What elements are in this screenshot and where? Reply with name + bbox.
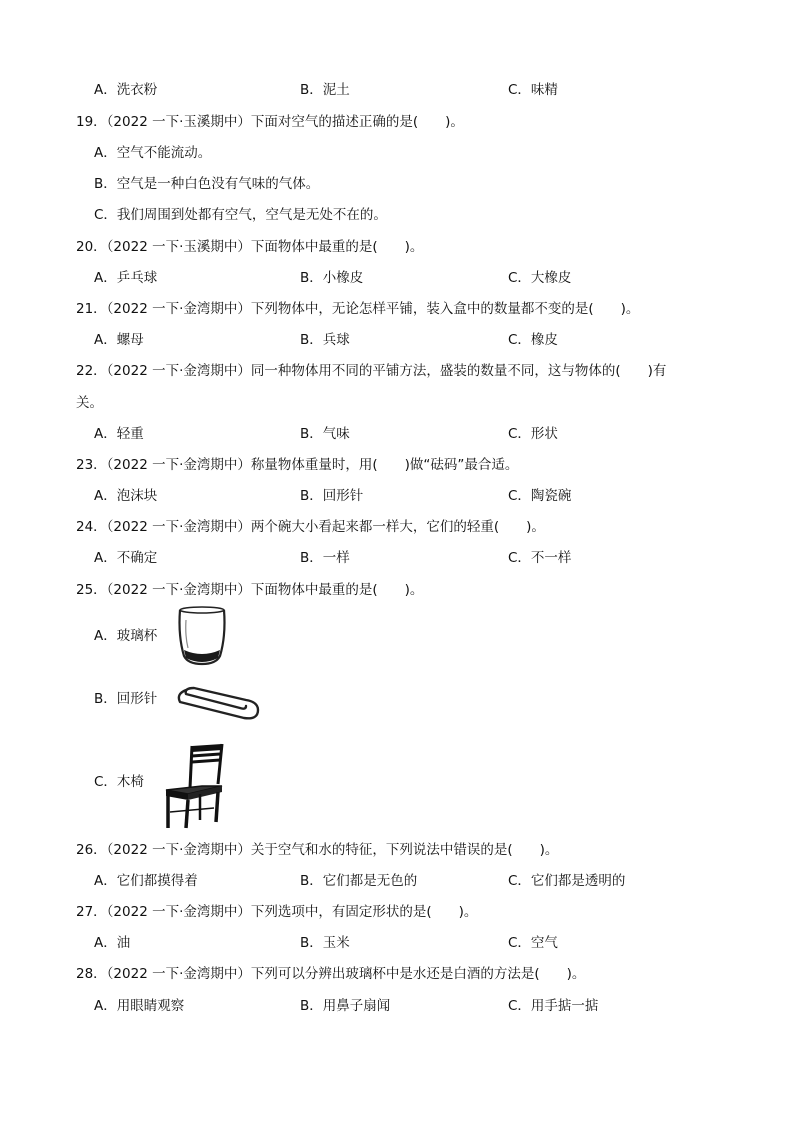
question-22-stem: 22．（2022 一下·金湾期中）同一种物体用不同的平铺方法，盛装的数量不同，这与物体的( )有 <box>76 363 667 379</box>
question-26-options <box>0 871 794 891</box>
question-18-options <box>0 80 794 100</box>
option-a: A．乒乓球 <box>94 270 158 286</box>
option-c: C．陶瓷碗 <box>508 488 572 504</box>
question-23-stem: 23．（2022 一下·金湾期中）称量物体重量时，用( )做“砝码”最合适。 <box>76 457 519 473</box>
option-a: A．油 <box>94 935 131 951</box>
option-c: C．橡皮 <box>508 332 558 348</box>
option-a-label: A．玻璃杯 <box>94 628 158 644</box>
option-a: A．泡沫块 <box>94 488 158 504</box>
option-b: B．兵球 <box>300 332 350 348</box>
option-b: B．回形针 <box>300 488 364 504</box>
question-24-stem: 24．（2022 一下·金湾期中）两个碗大小看起来都一样大，它们的轻重( )。 <box>76 519 545 535</box>
option-c: C．它们都是透明的 <box>508 873 626 889</box>
option-c: C．空气 <box>508 935 558 951</box>
question-25-option-a <box>0 626 794 646</box>
question-21-options <box>0 330 794 350</box>
option-b: B．它们都是无色的 <box>300 873 418 889</box>
question-22-options <box>0 424 794 444</box>
option-b: B．玉米 <box>300 935 350 951</box>
question-23-options <box>0 486 794 506</box>
option-a: A．洗衣粉 <box>94 82 158 98</box>
option-a: A．螺母 <box>94 332 144 348</box>
option-a: A．不确定 <box>94 550 158 566</box>
paper-clip-icon <box>174 680 262 724</box>
option-c: C．不一样 <box>508 550 572 566</box>
option-b: B．一样 <box>300 550 350 566</box>
option-c-label: C．木椅 <box>94 774 144 790</box>
question-26-stem: 26．（2022 一下·金湾期中）关于空气和水的特征，下列说法中错误的是( )。 <box>76 842 559 858</box>
question-20-options <box>0 268 794 288</box>
question-19-stem: 19．（2022 一下·玉溪期中）下面对空气的描述正确的是( )。 <box>76 114 464 130</box>
glass-cup-icon <box>174 606 230 666</box>
question-19-option-a: A．空气不能流动。 <box>94 145 212 161</box>
option-c: C．用手掂一掂 <box>508 998 599 1014</box>
wooden-chair-icon <box>162 742 226 832</box>
option-c: C．形状 <box>508 426 558 442</box>
question-20-stem: 20．（2022 一下·玉溪期中）下面物体中最重的是( )。 <box>76 239 424 255</box>
question-19-option-b: B．空气是一种白色没有气味的气体。 <box>94 176 320 192</box>
option-b: B．用鼻子扇闻 <box>300 998 391 1014</box>
question-25-option-c <box>0 772 794 792</box>
option-b: B．小橡皮 <box>300 270 364 286</box>
option-c: C．味精 <box>508 82 558 98</box>
question-22-stem-continued: 关。 <box>76 395 103 411</box>
question-21-stem: 21．（2022 一下·金湾期中）下列物体中，无论怎样平铺，装入盒中的数量都不变的是( )。 <box>76 301 640 317</box>
question-27-stem: 27．（2022 一下·金湾期中）下列选项中，有固定形状的是( )。 <box>76 904 478 920</box>
option-a: A．用眼睛观察 <box>94 998 185 1014</box>
question-27-options <box>0 933 794 953</box>
question-19-option-c: C．我们周围到处都有空气，空气是无处不在的。 <box>94 207 387 223</box>
question-25-stem: 25．（2022 一下·金湾期中）下面物体中最重的是( )。 <box>76 582 424 598</box>
option-b: B．气味 <box>300 426 350 442</box>
option-a: A．轻重 <box>94 426 144 442</box>
option-c: C．大橡皮 <box>508 270 572 286</box>
option-a: A．它们都摸得着 <box>94 873 198 889</box>
question-25-option-b <box>0 689 794 709</box>
question-28-stem: 28．（2022 一下·金湾期中）下列可以分辨出玻璃杯中是水还是白酒的方法是( )。 <box>76 966 586 982</box>
option-b-label: B．回形针 <box>94 691 158 707</box>
question-24-options <box>0 548 794 568</box>
option-b: B．泥土 <box>300 82 350 98</box>
question-28-options <box>0 996 794 1016</box>
